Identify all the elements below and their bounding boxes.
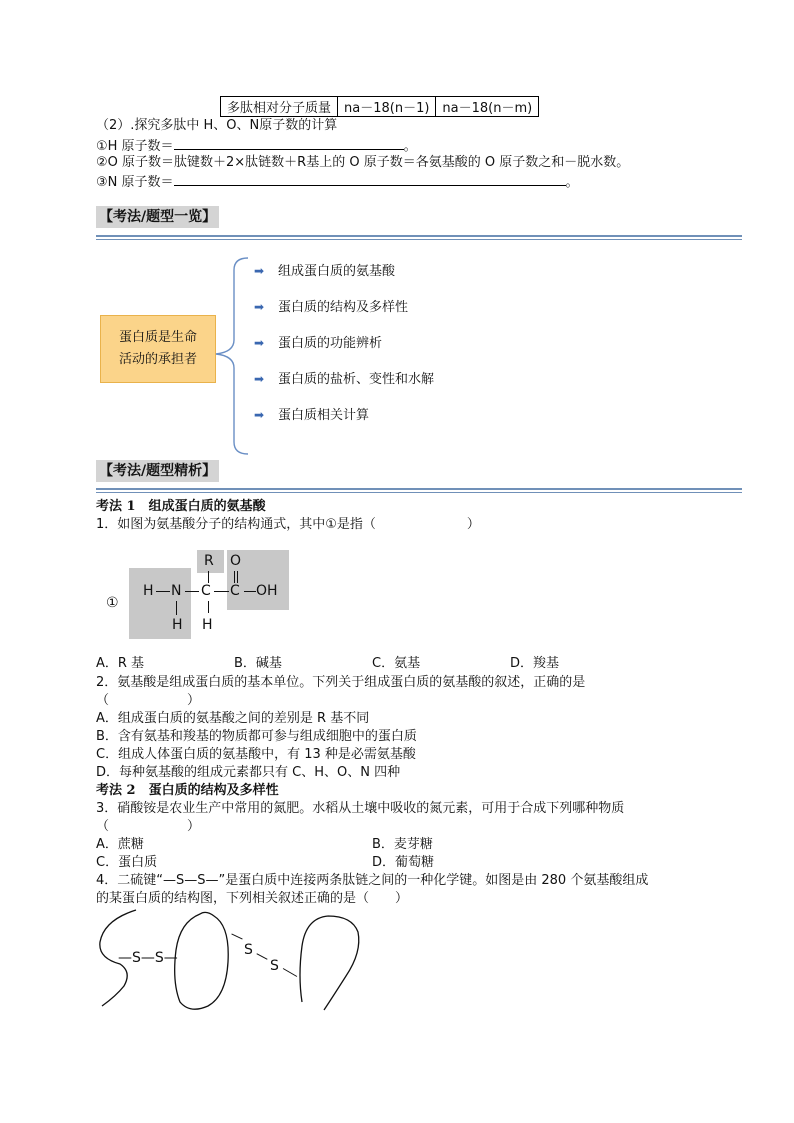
mindmap-item-label: 蛋白质的结构及多样性 <box>278 300 409 315</box>
h-atom-blank[interactable] <box>174 136 404 150</box>
q2-option-a[interactable]: A．组成蛋白质的氨基酸之间的差别是 R 基不同 <box>96 711 370 726</box>
intro-subtitle: （2）.探究多肽中 H、O、N原子数的计算 <box>96 118 338 133</box>
q2-option-c[interactable]: C．组成人体蛋白质的氨基酸中，有 13 种是必需氨基酸 <box>96 747 416 762</box>
sulfur-atom-2: S <box>270 958 279 974</box>
mindmap-item <box>254 334 382 353</box>
mindmap-center <box>100 315 216 383</box>
arrow-right-icon: ➡ <box>254 408 265 422</box>
section-heading-overview: 【考法/题型一览】 <box>96 206 219 228</box>
mindmap-item <box>254 370 434 389</box>
mindmap-center-line2: 活动的承担者 <box>118 352 197 367</box>
q3-option-d[interactable]: D．葡萄糖 <box>372 855 435 870</box>
atom-c: C <box>230 583 240 599</box>
q1-option-c[interactable]: C．氨基 <box>372 656 421 671</box>
q1-option-b[interactable]: B．碱基 <box>234 656 282 671</box>
bond-line <box>208 601 209 613</box>
table-cell-col1: na－18(n－1) <box>338 97 436 117</box>
sulfur-atom-1: S <box>244 942 253 958</box>
n-atom-blank[interactable] <box>174 172 566 186</box>
q4-stem-line1: 4．二硫键“—S—S—”是蛋白质中连接两条肽链之间的一种化学键。如图是由 280 个氨基酸组成 <box>96 873 649 888</box>
atom-oh: OH <box>256 583 278 599</box>
mindmap-item <box>254 298 408 317</box>
n-atom-line <box>96 172 579 192</box>
q2-answer-paren: （ ） <box>96 693 201 708</box>
n-atom-end: 。 <box>565 175 579 190</box>
h-atom-end: 。 <box>403 139 417 154</box>
bond-line <box>156 591 170 592</box>
section-divider-thin <box>96 239 742 240</box>
atom-h: H <box>202 617 213 633</box>
mindmap-item <box>254 406 369 425</box>
table-cell-col2: na－18(n－m) <box>436 97 539 117</box>
kaofa1-title: 考法 1 组成蛋白质的氨基酸 <box>96 499 266 514</box>
n-atom-label: ③N 原子数＝ <box>96 175 174 190</box>
atom-r: R <box>204 553 214 569</box>
atom-h: H <box>172 617 183 633</box>
section-heading-analysis: 【考法/题型精析】 <box>96 460 219 482</box>
q3-option-a[interactable]: A．蔗糖 <box>96 837 144 852</box>
q2-option-b[interactable]: B．含有氨基和羧基的物质都可参与组成细胞中的蛋白质 <box>96 729 417 744</box>
marker-circle-1: ① <box>106 595 119 611</box>
atom-n: N <box>171 583 182 599</box>
q3-option-c[interactable]: C．蛋白质 <box>96 855 158 870</box>
atom-h: H <box>143 583 154 599</box>
q3-answer-paren: （ ） <box>96 819 201 834</box>
o-atom-line: ②O 原子数＝肽键数＋2×肽链数＋R基上的 O 原子数＝各氨基酸的 O 原子数之和－脱水数。 <box>96 155 630 170</box>
bond-line <box>176 601 177 615</box>
q3-option-b[interactable]: B．麦芽糖 <box>372 837 433 852</box>
mindmap-center-line1: 蛋白质是生命 <box>118 330 197 345</box>
section-divider-thin <box>96 492 742 493</box>
bond-line <box>244 591 256 592</box>
section-divider <box>96 488 742 490</box>
q1-option-d[interactable]: D．羧基 <box>510 656 560 671</box>
arrow-right-icon: ➡ <box>254 300 265 314</box>
bond-line <box>237 571 238 583</box>
mindmap-item <box>254 262 395 281</box>
q1-stem: 1．如图为氨基酸分子的结构通式，其中①是指（ ） <box>96 517 480 532</box>
arrow-right-icon: ➡ <box>254 264 265 278</box>
bond-line <box>214 591 229 592</box>
bond-line <box>234 571 235 583</box>
disulfide-bond-1: —S—S— <box>118 950 178 966</box>
arrow-right-icon: ➡ <box>254 372 265 386</box>
h-atom-label: ①H 原子数＝ <box>96 139 174 154</box>
q2-stem: 2．氨基酸是组成蛋白质的基本单位。下列关于组成蛋白质的氨基酸的叙述，正确的是 <box>96 675 586 690</box>
mindmap-item-label: 蛋白质的盐析、变性和水解 <box>278 372 435 387</box>
h-atom-line <box>96 136 417 156</box>
mindmap-item-label: 组成蛋白质的氨基酸 <box>278 264 396 279</box>
q1-option-a[interactable]: A．R 基 <box>96 656 145 671</box>
polypeptide-mass-table <box>220 96 539 117</box>
atom-c: C <box>201 583 211 599</box>
kaofa2-title: 考法 2 蛋白质的结构及多样性 <box>96 783 279 798</box>
arrow-right-icon: ➡ <box>254 336 265 350</box>
mindmap-brace <box>212 256 252 456</box>
bond-line <box>208 571 209 583</box>
atom-o: O <box>230 553 242 569</box>
q2-option-d[interactable]: D．每种氨基酸的组成元素都只有 C、H、O、N 四种 <box>96 765 401 780</box>
bond-line <box>185 591 199 592</box>
protein-structure-diagram <box>96 906 376 1014</box>
q4-stem-line2: 的某蛋白质的结构图，下列相关叙述正确的是（ ） <box>96 891 409 906</box>
table-row-label: 多肽相对分子质量 <box>221 97 338 117</box>
mindmap-item-label: 蛋白质的功能辨析 <box>278 336 383 351</box>
mindmap-item-label: 蛋白质相关计算 <box>278 408 370 423</box>
section-divider <box>96 235 742 237</box>
q3-stem: 3．硝酸铵是农业生产中常用的氮肥。水稻从土壤中吸收的氮元素，可用于合成下列哪种物质 <box>96 801 625 816</box>
amino-acid-structure <box>96 545 296 645</box>
